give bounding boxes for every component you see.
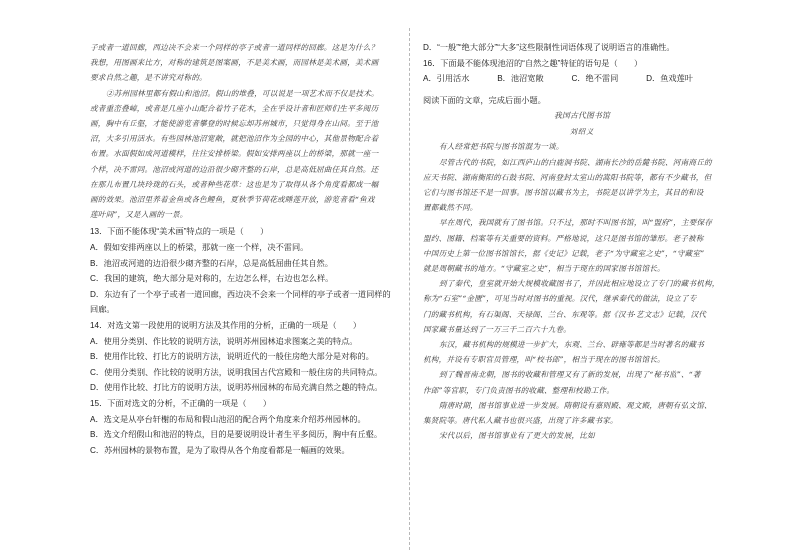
article-line: 有人经常把书院与图书馆混为一谈。 [439, 142, 564, 152]
option-a[interactable]: A．假如安排两座以上的桥梁，那就一座一个样，决不雷同。 [90, 243, 309, 253]
option-c[interactable]: C．使用分类别、作比较的说明方法，说明我国古代宫殿和一般住房的共同特点。 [90, 367, 383, 377]
article-line: 就是周朝藏书的地方。“守藏室之史”，相当于现在的国家图书馆馆长。 [423, 264, 665, 273]
article-line: 尽管古代的书院，如江西庐山的白鹿洞书院、湖南长沙的岳麓书院、河南商丘的 [439, 157, 712, 167]
article-line: 到了秦代，皇室就开始大规模收藏图书了，并因此相应地设立了专门的藏书机构， [439, 279, 720, 289]
option-b[interactable]: B．选文介绍假山和池沼的特点，目的是要说明设计者生平多阅历，胸中有丘壑。 [90, 430, 383, 440]
option-b[interactable]: B．池沼宽敞 [497, 74, 544, 84]
passage-line: 莲叶间”，又是入画的一景。 [90, 210, 188, 220]
options-row [423, 71, 693, 87]
passage-text [90, 40, 410, 222]
article-line: 国家藏书量达到了一万三千二百六十九卷。 [423, 324, 572, 334]
option-d[interactable]: D．东边有了一个亭子或者一道回廊，西边决不会来一个同样的亭子或者一道同样的 [90, 289, 391, 299]
option-a[interactable]: A．引用活水 [423, 74, 470, 84]
passage-line: 在那儿布置几块玲珑的石头，或者种些花草：这也是为了取得从各个角度看都成一幅 [90, 179, 379, 189]
question-15 [90, 396, 410, 458]
article-line: 称为“石室”“金匮”，可见当时对图书的重视。汉代，继承秦代的做法，设立了专 [423, 294, 697, 304]
question-16 [423, 56, 741, 87]
question-stem: 16．下面最不能体现池沼的“自然之趣”特征的语句是（ ） [423, 58, 643, 68]
article-line: 集贤院等。唐代私人藏书也很兴盛，出现了许多藏书家。 [423, 416, 618, 426]
passage-line: 沼，大多引用活水。有些园林池沼宽敞，就把池沼作为全园的中心，其他景物配合着 [90, 134, 379, 144]
passage-line: 或者重峦叠嶂，或者是几座小山配合着竹子花木，全在乎设计者和匠师们生平多阅历 [90, 103, 379, 113]
question-stem: 13．下面不能体现“美术画”特点的一项是（ ） [90, 227, 269, 237]
option-d[interactable]: D．鱼戏莲叶 [646, 74, 693, 84]
article-line: 盟约、图籍、档案等有关重要的资料。严格地说，这只是图书馆的雏形。老子被称 [423, 233, 704, 243]
passage-line: 画，胸中有丘壑，才能使游览者攀登的时候忘却苏州城市，只觉得身在山间。至于池 [90, 119, 379, 129]
article-line: 门的藏书机构，有石渠阁、天禄阁、兰台、东观等。据《汉书·艺文志》记载，汉代 [423, 309, 707, 319]
article-author: 刘绍义 [569, 127, 595, 137]
article-line: 置都截然不同。 [423, 203, 478, 213]
right-column [423, 40, 741, 443]
article-line: 它们与图书馆还不是一回事。图书馆以藏书为主，书院是以讲学为主，其目的和设 [423, 187, 704, 197]
article-line: 作郎”等官职，专门负责图书的收藏、整理和校勘工作。 [423, 385, 615, 395]
passage-line: 我想，用图画来比方，对称的建筑是图案画，不是美术画，而园林是美术画，美术画 [90, 58, 379, 68]
article-line: 应天书院、湖南衡阳的石鼓书院、河南登封太室山的嵩阳书院等，都有不少藏书，但 [423, 172, 712, 182]
article-line: 机构，并设有专职官员管理，叫“校书郎”，相当于现在的图书馆馆长。 [423, 355, 665, 365]
option-d-continued: 回廊。 [90, 305, 115, 315]
left-column [90, 40, 410, 458]
option-c[interactable]: C．我国的建筑，绝大部分是对称的，左边怎么样，右边也怎么样。 [90, 274, 334, 284]
column-divider [409, 28, 410, 550]
article-text [423, 139, 741, 443]
article-line: 东汉，藏书机构的规模进一步扩大，东观、兰台、辟雍等都是当时著名的藏书 [439, 340, 704, 350]
question-15-option-d[interactable]: D．“一般”“绝大部分”“大多”这些限制性词语体现了说明语言的准确性。 [423, 43, 675, 52]
passage-line: 子或者一道回廊，西边决不会来一个同样的亭子或者一道同样的回廊。这是为什么？ [90, 43, 379, 52]
article-line: 隋唐时期，图书馆事业进一步发展。隋朝设有嘉则殿、观文殿，唐朝有弘文馆、 [439, 400, 712, 410]
question-stem: 14．对选文第一段使用的说明方法及其作用的分析，正确的一项是（ ） [90, 321, 362, 330]
option-b[interactable]: B．使用作比较、打比方的说明方法，说明近代的一般住房绝大部分是对称的。 [90, 352, 374, 362]
option-b[interactable]: B．池沼或河道的边沿很少砌齐整的石岸，总是高低屈曲任其自然。 [90, 258, 333, 268]
passage-line: ②苏州园林里都有假山和池沼。假山的堆叠，可以说是一项艺术而不仅是技术。 [106, 88, 379, 98]
reading-prompt: 阅读下面的文章，完成后面小题。 [423, 95, 546, 105]
article-line: 中国历史上第一位图书馆馆长，据《史记》记载，老子“为守藏室之史”，“守藏室” [423, 248, 705, 258]
option-c[interactable]: C．苏州园林的景物布置，是为了取得从各个角度看都是一幅画的效果。 [90, 445, 350, 455]
option-a[interactable]: A．选文是从亭台轩榭的布局和假山池沼的配合两个角度来介绍苏州园林的。 [90, 414, 366, 424]
option-d[interactable]: D．使用作比较、打比方的说明方法，说明苏州园林的布局充满自然之趣的特点。 [90, 383, 383, 393]
question-stem: 15．下面对选文的分析，不正确的一项是（ ） [90, 398, 272, 408]
passage-line: 画的效果。池沼里养着金鱼或各色鲤鱼，夏秋季节荷花或睡莲开放，游览者看“鱼戏 [90, 195, 375, 205]
question-14 [90, 318, 410, 396]
article-line: 宋代以后，图书馆事业有了更大的发展，比如 [439, 431, 595, 441]
article-line: 早在周代，我国就有了图书馆。只不过，那时不叫图书馆，叫“盟府”，主要保存 [439, 218, 713, 228]
article-line: 到了魏晋南北朝，图书的收藏和管理又有了新的发展，出现了“秘书监”、“著 [439, 370, 701, 380]
article-title: 我国古代图书馆 [554, 111, 610, 121]
passage-line: 布置。水面假如成河道模样，往往安排桥梁。假如安排两座以上的桥梁，那就一座一 [90, 149, 379, 159]
option-c[interactable]: C．绝不雷同 [571, 74, 619, 84]
passage-line: 要求自然之趣，是不讲究对称的。 [90, 73, 207, 83]
option-a[interactable]: A．使用分类别、作比较的说明方法，说明苏州园林追求图案之美的特点。 [90, 336, 358, 346]
question-13 [90, 224, 410, 318]
passage-line: 个样，决不雷同。池沼或河道的边沿很少砌齐整的石岸，总是高低屈曲任其自然。还 [90, 164, 379, 174]
